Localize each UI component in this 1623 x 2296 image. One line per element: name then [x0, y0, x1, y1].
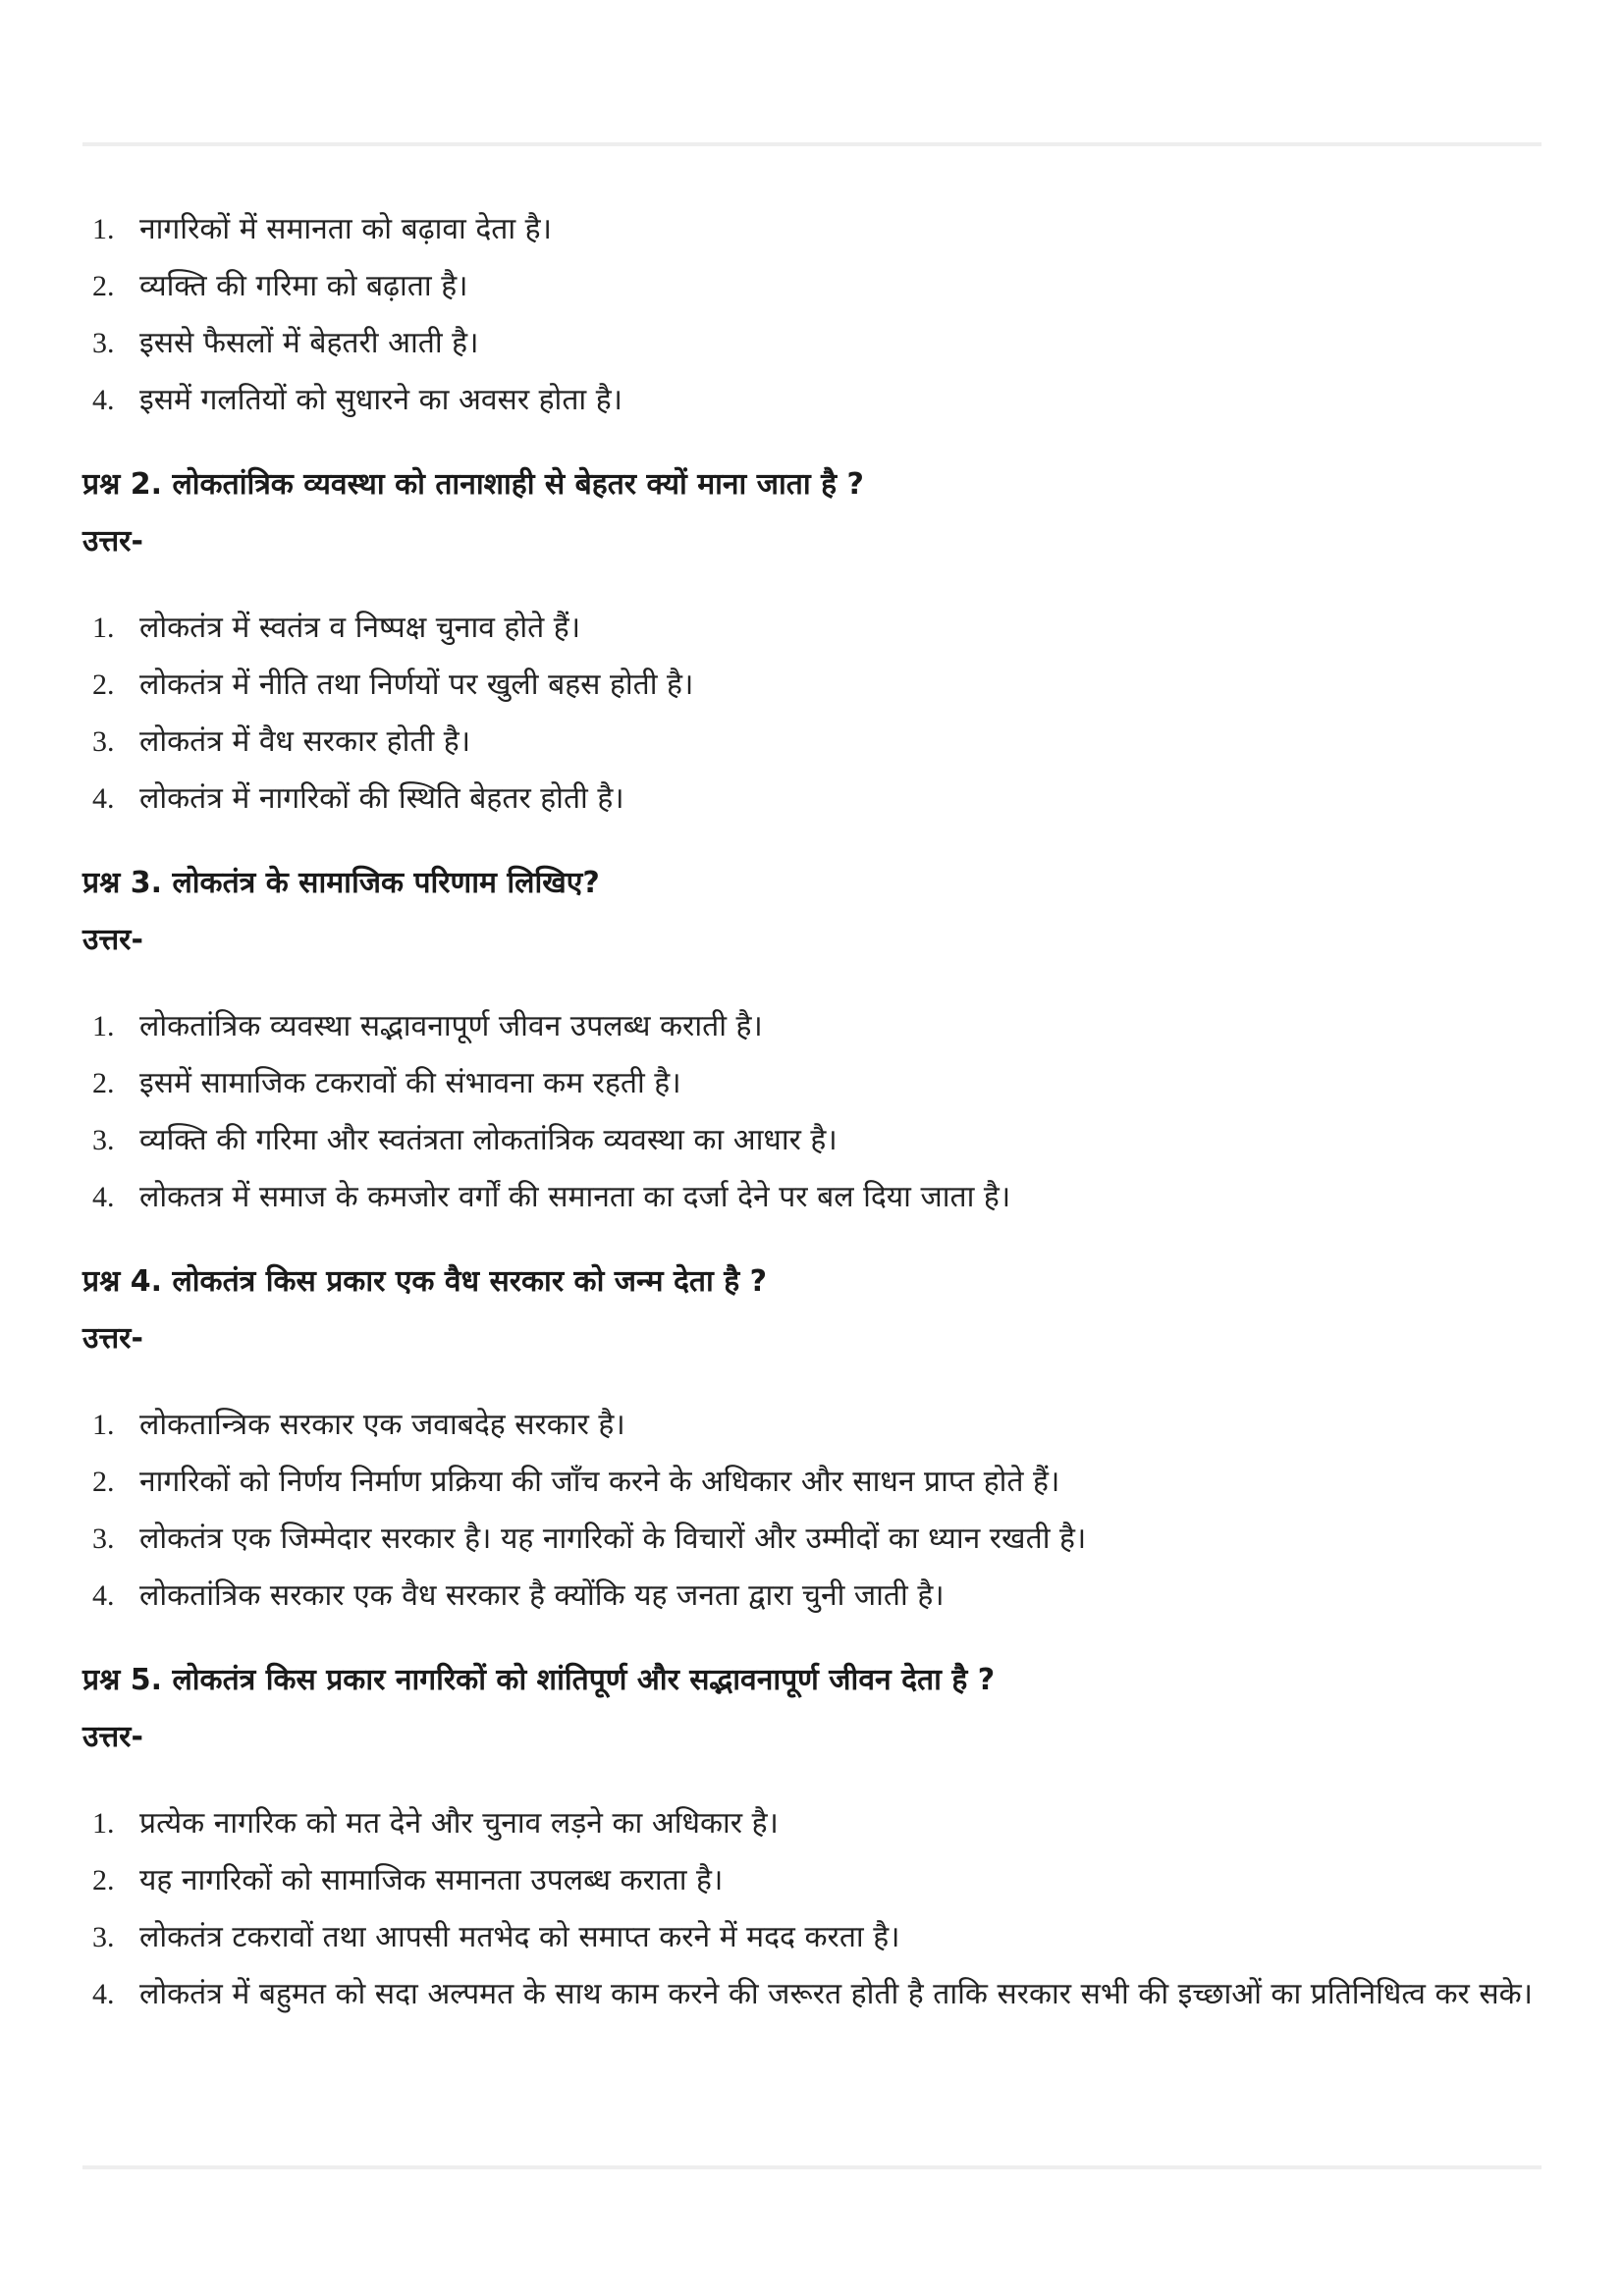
list-number: 1. [92, 612, 115, 644]
list-number: 3. [92, 327, 115, 359]
list-number: 4. [92, 782, 115, 815]
list-item [82, 315, 1542, 372]
top-divider [82, 142, 1542, 146]
list-text: लोकतांत्रिक सरकार एक वैध सरकार है क्योंकि यह जनता द्वारा चुनी जाती है। [139, 1578, 945, 1613]
question-title: प्रश्न 5. लोकतंत्र किस प्रकार नागरिकों को शांतिपूर्ण और सद्भावनापूर्ण जीवन देता है ? [82, 1663, 996, 1697]
answer-list [82, 1795, 1542, 2023]
list-item [82, 1454, 1542, 1511]
list-number: 2. [92, 668, 115, 701]
list-number: 1. [92, 1409, 115, 1441]
list-item [82, 1055, 1542, 1112]
list-text: लोकतंत्र में वैध सरकार होती है। [139, 724, 471, 759]
list-number: 1. [92, 1807, 115, 1840]
answer-list [82, 1397, 1542, 1625]
answer-list [82, 998, 1542, 1226]
list-number: 4. [92, 1978, 115, 2010]
list-item [82, 201, 1542, 258]
list-number: 2. [92, 1466, 115, 1498]
list-item [82, 600, 1542, 657]
list-text: लोकतान्त्रिक सरकार एक जवाबदेह सरकार है। [139, 1408, 625, 1442]
list-number: 2. [92, 1864, 115, 1896]
list-text: इससे फैसलों में बेहतरी आती है। [139, 326, 479, 360]
list-text: लोकतंत्र में स्वतंत्र व निष्पक्ष चुनाव होते हैं। [139, 611, 581, 645]
list-text: लोकतंत्र में बहुमत को सदा अल्पमत के साथ काम करने की जरूरत होती है ताकि सरकार सभी की इच्छाओं का प्रतिनिधित्व कर सके। [139, 1977, 1534, 2011]
list-text: लोकतंत्र में नीति तथा निर्णयों पर खुली बहस होती है। [139, 667, 694, 702]
list-number: 3. [92, 1921, 115, 1953]
list-number: 3. [92, 1124, 115, 1156]
list-number: 4. [92, 1579, 115, 1612]
list-item [82, 1511, 1542, 1568]
intro-list [82, 201, 1542, 429]
list-item [82, 372, 1542, 429]
question-title: प्रश्न 2. लोकतांत्रिक व्यवस्था को तानाशाही से बेहतर क्यों माना जाता है ? [82, 467, 864, 502]
list-item [82, 998, 1542, 1055]
list-text: व्यक्ति की गरिमा को बढ़ाता है। [139, 269, 468, 303]
answer-label: उत्तर- [82, 923, 143, 957]
list-text: व्यक्ति की गरिमा और स्वतंत्रता लोकतांत्रिक व्यवस्था का आधार है। [139, 1123, 838, 1157]
list-item [82, 657, 1542, 714]
list-number: 4. [92, 384, 115, 416]
answer-list [82, 600, 1542, 828]
list-text: प्रत्येक नागरिक को मत देने और चुनाव लड़ने का अधिकार है। [139, 1806, 779, 1841]
list-text: इसमें गलतियों को सुधारने का अवसर होता है। [139, 383, 623, 417]
list-text: इसमें सामाजिक टकरावों की संभावना कम रहती है। [139, 1066, 681, 1100]
list-item [82, 1112, 1542, 1169]
question-title: प्रश्न 3. लोकतंत्र के सामाजिक परिणाम लिखिए? [82, 866, 600, 900]
list-text: लोकतत्र में समाज के कमजोर वर्गों की समानता का दर्जा देने पर बल दिया जाता है। [139, 1180, 1011, 1214]
list-number: 1. [92, 1010, 115, 1042]
answer-label: उत्तर- [82, 1720, 143, 1754]
list-item [82, 1169, 1542, 1226]
list-item [82, 714, 1542, 771]
list-text: नागरिकों को निर्णय निर्माण प्रक्रिया की जाँच करने के अधिकार और साधन प्राप्त होते हैं। [139, 1465, 1060, 1499]
list-item [82, 1966, 1542, 2023]
list-text: लोकतंत्र टकरावों तथा आपसी मतभेद को समाप्त करने में मदद करता है। [139, 1920, 900, 1954]
list-item [82, 771, 1542, 828]
list-text: यह नागरिकों को सामाजिक समानता उपलब्ध कराता है। [139, 1863, 724, 1897]
list-item [82, 1568, 1542, 1625]
list-text: लोकतांत्रिक व्यवस्था सद्भावनापूर्ण जीवन उपलब्ध कराती है। [139, 1009, 763, 1043]
list-number: 4. [92, 1181, 115, 1213]
list-text: लोकतंत्र एक जिम्मेदार सरकार है। यह नागरिकों के विचारों और उम्मीदों का ध्यान रखती है। [139, 1522, 1087, 1556]
question-title: प्रश्न 4. लोकतंत्र किस प्रकार एक वैध सरकार को जन्म देता है ? [82, 1264, 768, 1299]
list-item [82, 1909, 1542, 1966]
list-item [82, 1397, 1542, 1454]
list-item [82, 1795, 1542, 1852]
answer-label: उत्तर- [82, 524, 143, 559]
list-item [82, 258, 1542, 315]
list-text: नागरिकों में समानता को बढ़ावा देता है। [139, 212, 552, 246]
bottom-divider [82, 2165, 1542, 2169]
list-number: 3. [92, 725, 115, 758]
list-number: 2. [92, 270, 115, 302]
list-number: 3. [92, 1522, 115, 1555]
list-number: 2. [92, 1067, 115, 1099]
document-content [82, 201, 1542, 2023]
list-item [82, 1852, 1542, 1909]
answer-label: उत्तर- [82, 1321, 143, 1356]
list-text: लोकतंत्र में नागरिकों की स्थिति बेहतर होती है। [139, 781, 624, 816]
list-number: 1. [92, 213, 115, 245]
